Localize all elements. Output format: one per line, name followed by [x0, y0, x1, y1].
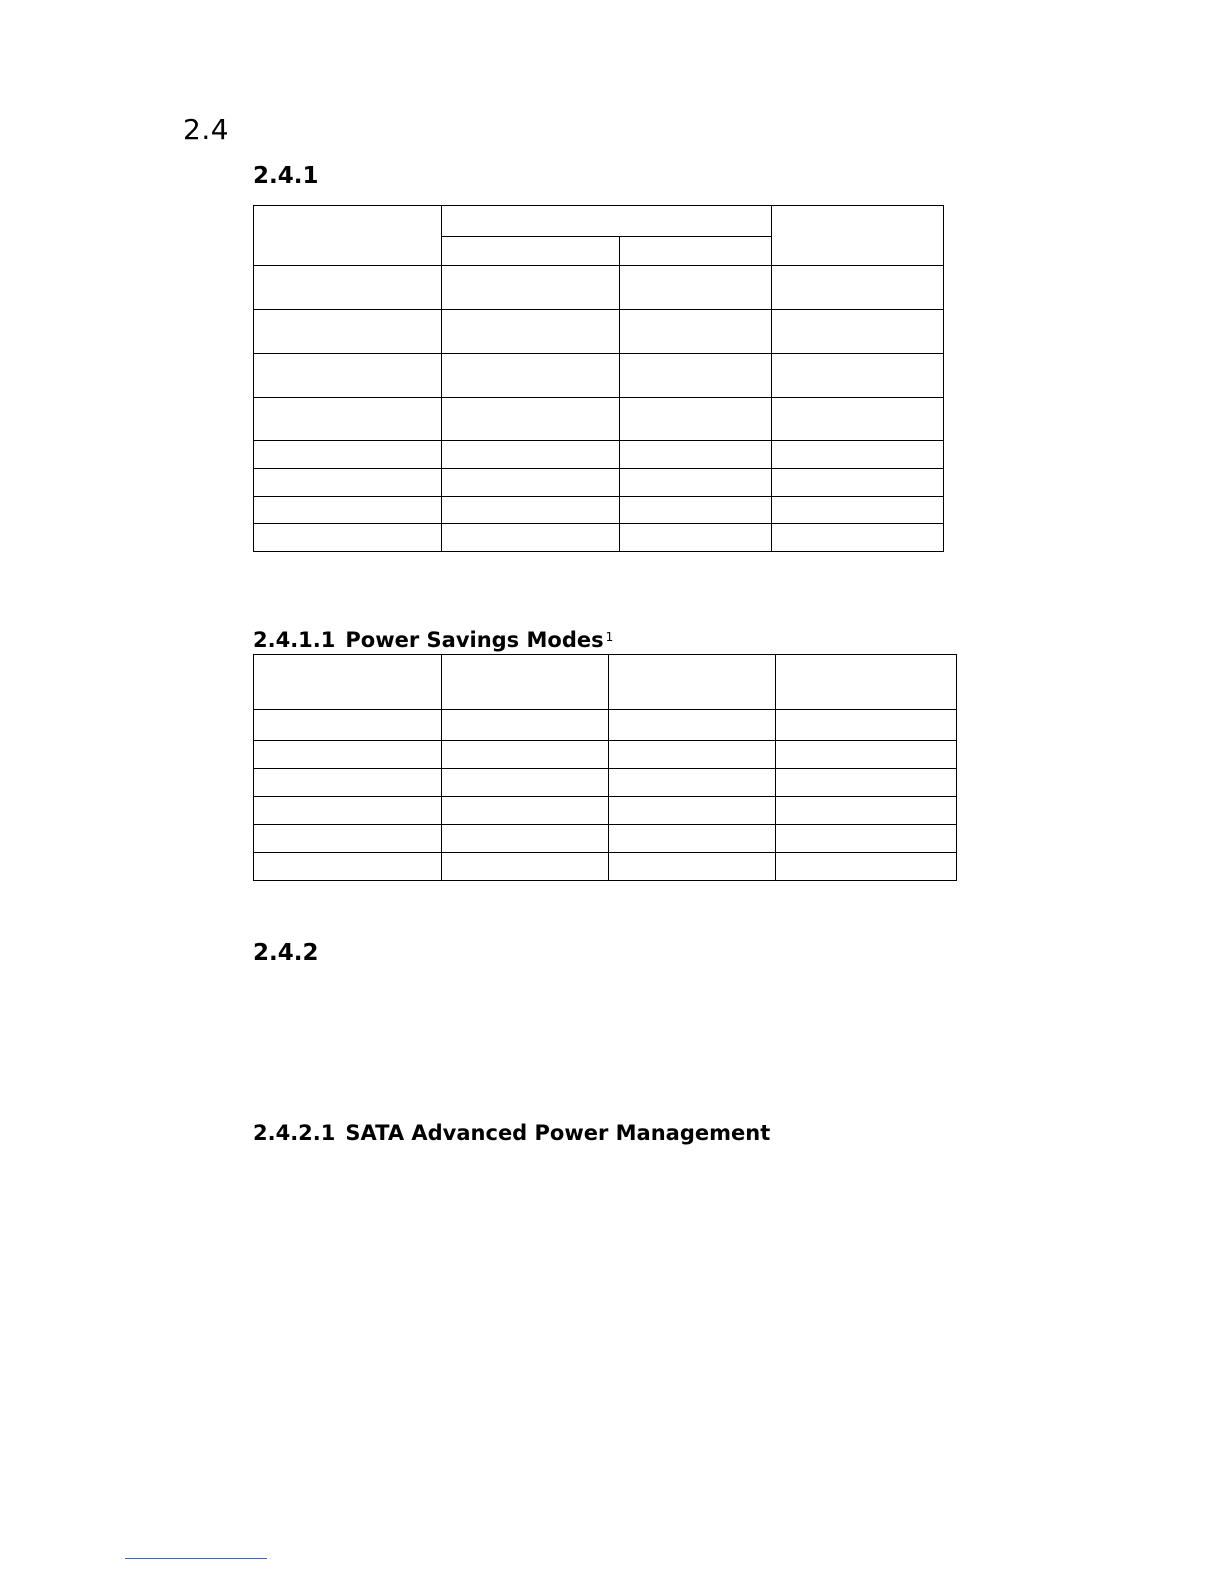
table-header-group-cell — [442, 206, 772, 237]
power-table — [253, 205, 944, 552]
power-modes-table — [253, 654, 957, 881]
table-cell — [772, 469, 944, 497]
table-cell — [620, 398, 772, 441]
table-cell — [254, 398, 442, 441]
table-row — [254, 398, 944, 441]
heading-number: 2.4.1.1 — [253, 628, 336, 652]
table-cell — [772, 354, 944, 398]
table-cell — [442, 469, 620, 497]
table-row — [254, 469, 944, 497]
table-cell — [254, 797, 442, 825]
table-cell — [772, 441, 944, 469]
table-row — [254, 825, 957, 853]
table-cell — [620, 310, 772, 354]
table-cell — [442, 310, 620, 354]
table-subheader-cell — [442, 237, 620, 266]
table-cell — [442, 741, 609, 769]
table-row — [254, 310, 944, 354]
section-heading: 2.4 — [183, 113, 230, 146]
table-cell — [772, 310, 944, 354]
table-cell — [620, 354, 772, 398]
table-cell — [442, 398, 620, 441]
table-row — [254, 769, 957, 797]
table-cell — [772, 398, 944, 441]
table-cell — [442, 769, 609, 797]
table-row — [254, 497, 944, 524]
table-cell — [442, 710, 609, 741]
table-header-cell — [776, 655, 957, 710]
table-cell — [609, 825, 776, 853]
table-cell — [254, 710, 442, 741]
table-cell — [609, 710, 776, 741]
table-row — [254, 710, 957, 741]
table-cell — [776, 769, 957, 797]
table-cell — [254, 853, 442, 881]
table-row — [254, 741, 957, 769]
table-cell — [609, 797, 776, 825]
table-cell — [620, 266, 772, 310]
table-cell — [620, 497, 772, 524]
table-cell — [442, 354, 620, 398]
table-cell — [776, 853, 957, 881]
subsection-heading-2-4-1: 2.4.1 — [253, 163, 319, 189]
subsubsection-heading-2-4-1-1 — [253, 628, 613, 652]
table-row — [254, 853, 957, 881]
table-cell — [620, 469, 772, 497]
subsection-heading-2-4-2: 2.4.2 — [253, 940, 319, 966]
table-cell — [772, 524, 944, 552]
table-cell — [442, 266, 620, 310]
table-cell — [609, 741, 776, 769]
table-cell — [609, 769, 776, 797]
table-cell — [609, 853, 776, 881]
table-cell — [776, 797, 957, 825]
table-cell — [254, 524, 442, 552]
subsubsection-heading-2-4-2-1 — [253, 1121, 770, 1145]
table-row — [254, 524, 944, 552]
heading-title: SATA Advanced Power Management — [345, 1121, 771, 1145]
table-cell — [620, 524, 772, 552]
table-row — [254, 266, 944, 310]
table-cell — [254, 354, 442, 398]
table-cell — [254, 469, 442, 497]
table-cell — [442, 497, 620, 524]
table-cell — [254, 441, 442, 469]
table-cell — [442, 797, 609, 825]
table-row — [254, 797, 957, 825]
table-header-cell — [254, 206, 442, 266]
table-cell — [254, 769, 442, 797]
table-header-cell — [609, 655, 776, 710]
table-cell — [254, 497, 442, 524]
table-cell — [442, 441, 620, 469]
table-cell — [776, 825, 957, 853]
footnote-separator — [125, 1558, 267, 1559]
table-cell — [442, 853, 609, 881]
table-cell — [254, 266, 442, 310]
heading-title: Power Savings Modes — [345, 628, 604, 652]
table-cell — [254, 741, 442, 769]
table-cell — [254, 825, 442, 853]
table-cell — [776, 741, 957, 769]
table-header-cell — [254, 655, 442, 710]
table-cell — [772, 497, 944, 524]
heading-number: 2.4.2.1 — [253, 1121, 336, 1145]
table-cell — [776, 710, 957, 741]
table-cell — [442, 524, 620, 552]
table-header-cell — [772, 206, 944, 266]
table-cell — [620, 441, 772, 469]
table-cell — [254, 310, 442, 354]
table-header-row — [254, 206, 944, 237]
table-row — [254, 441, 944, 469]
table-subheader-cell — [620, 237, 772, 266]
table-header-cell — [442, 655, 609, 710]
footnote-reference[interactable]: 1 — [605, 630, 614, 644]
table-header-row — [254, 655, 957, 710]
table-cell — [442, 825, 609, 853]
table-cell — [772, 266, 944, 310]
table-row — [254, 354, 944, 398]
